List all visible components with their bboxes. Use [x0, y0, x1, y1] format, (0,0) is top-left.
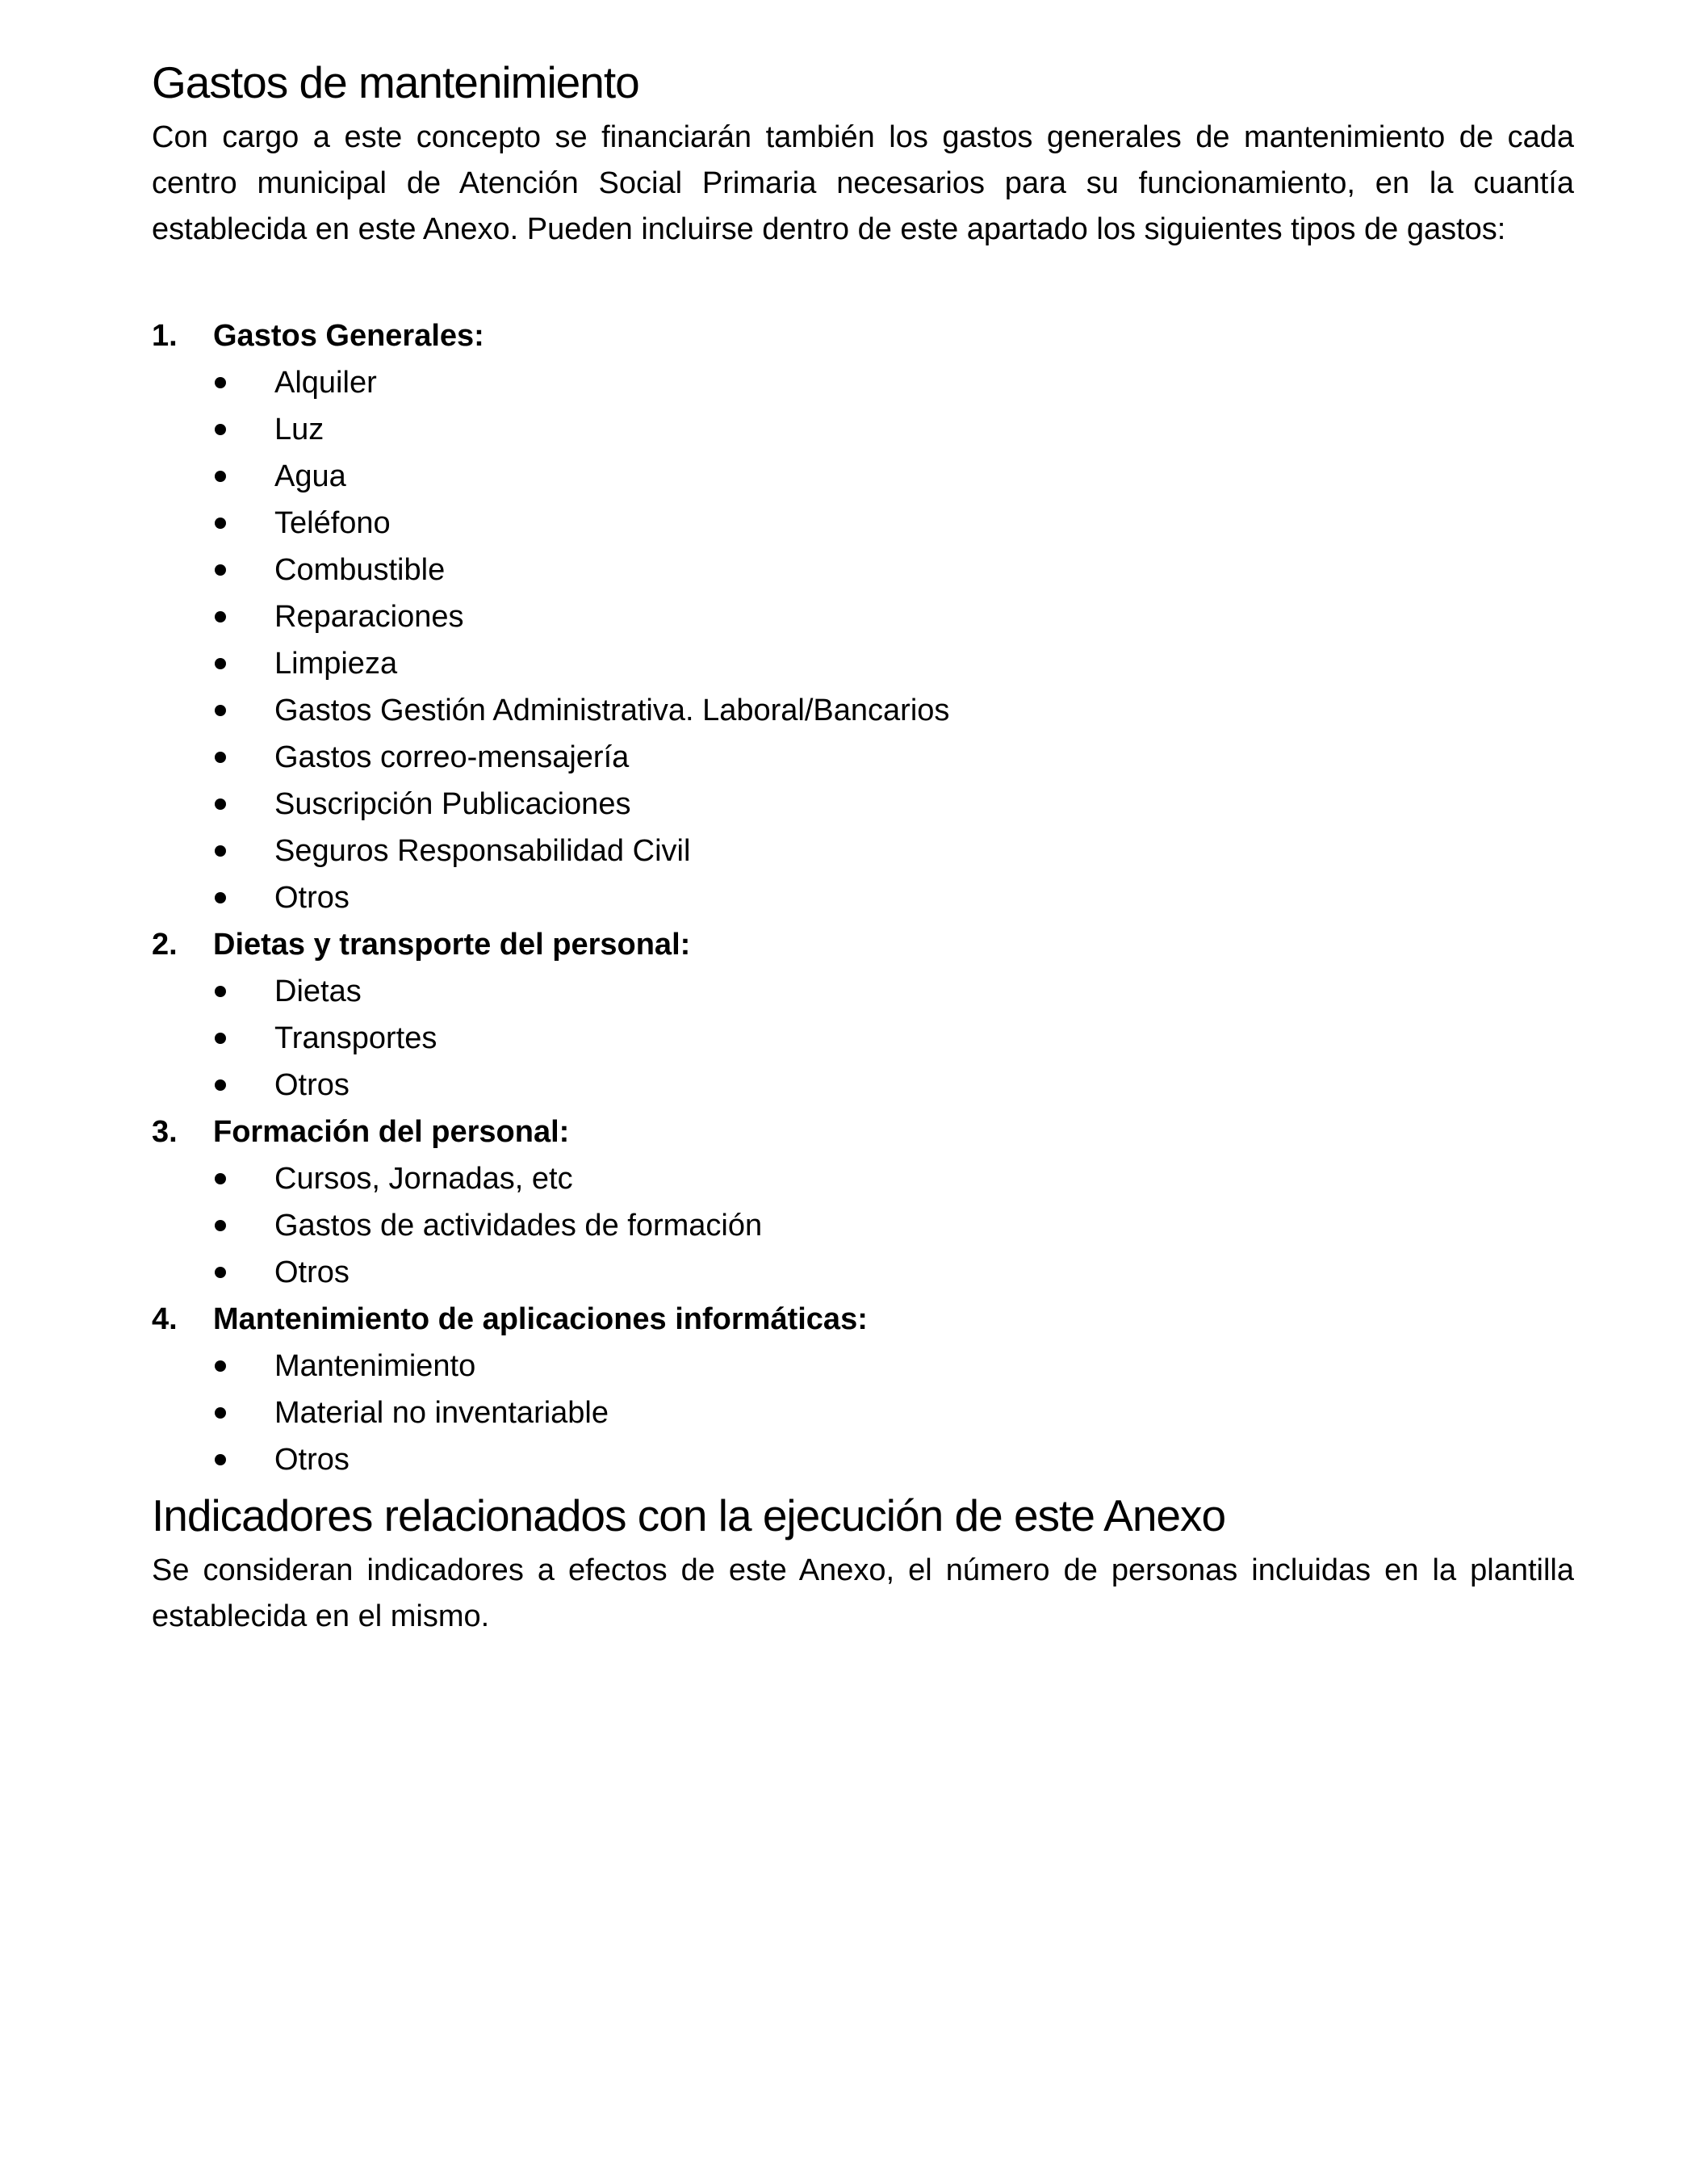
bullet-icon — [215, 564, 226, 576]
bullet-icon — [215, 377, 226, 388]
expense-item — [152, 640, 1574, 687]
expense-item — [152, 1062, 1574, 1109]
expense-item — [152, 1202, 1574, 1249]
category-label: Formación del personal: — [213, 1115, 570, 1149]
bullet-icon — [215, 471, 226, 482]
expense-item-label: Otros — [274, 1068, 350, 1102]
expense-item-label: Reparaciones — [274, 600, 464, 634]
bullet-icon — [215, 518, 226, 529]
category-number: 3. — [152, 1115, 178, 1149]
bullet-icon — [215, 845, 226, 857]
expense-item — [152, 1389, 1574, 1436]
expense-item — [152, 968, 1574, 1015]
category-heading — [152, 1109, 1574, 1155]
bullet-icon — [215, 892, 226, 903]
intro-paragraph: Con cargo a este concepto se financiarán también los gastos generales de mantenimiento de cada centro municipal de Atención Social Primaria necesarios para su funcionamiento, en la cuantía establecida en este Anexo. Pueden incluirse dentro de este apartado los siguientes tipos de gastos: — [152, 120, 1574, 246]
expense-item — [152, 687, 1574, 734]
expense-item-label: Dietas — [274, 975, 362, 1008]
category-number: 1. — [152, 319, 178, 353]
expense-item — [152, 406, 1574, 453]
bullet-icon — [215, 1220, 226, 1231]
bullet-icon — [215, 1033, 226, 1044]
indicadores-paragraph: Se consideran indicadores a efectos de este Anexo, el número de personas incluidas en la plantilla establecida en el mismo. — [152, 1553, 1574, 1633]
bullet-icon — [215, 986, 226, 997]
expense-item-list — [152, 359, 1574, 921]
expense-item-label: Cursos, Jornadas, etc — [274, 1162, 573, 1196]
bullet-icon — [215, 752, 226, 763]
expense-item-label: Seguros Responsabilidad Civil — [274, 834, 691, 868]
expense-item — [152, 359, 1574, 406]
expense-item — [152, 593, 1574, 640]
expense-item-label: Otros — [274, 1443, 350, 1477]
category-heading — [152, 1296, 1574, 1343]
expense-item — [152, 1015, 1574, 1062]
expense-item-label: Gastos Gestión Administrativa. Laboral/Bancarios — [274, 694, 950, 727]
document-page — [152, 50, 1574, 1640]
bullet-icon — [215, 1173, 226, 1184]
expense-item-label: Limpieza — [274, 647, 398, 681]
section-title-indicadores: Indicadores relacionados con la ejecución de este Anexo — [152, 1490, 1226, 1540]
expense-item-label: Alquiler — [274, 366, 377, 400]
expense-item — [152, 1343, 1574, 1389]
expense-item-list — [152, 968, 1574, 1109]
category-item — [152, 312, 1574, 921]
bullet-icon — [215, 611, 226, 622]
category-item — [152, 921, 1574, 1109]
expense-item — [152, 781, 1574, 828]
category-label: Dietas y transporte del personal: — [213, 928, 691, 962]
bullet-icon — [215, 705, 226, 716]
expense-item — [152, 500, 1574, 547]
expense-item-label: Transportes — [274, 1021, 437, 1055]
expense-category-list — [152, 312, 1574, 1483]
category-label: Mantenimiento de aplicaciones informáticas: — [213, 1302, 868, 1336]
bullet-icon — [215, 1267, 226, 1278]
category-number: 4. — [152, 1302, 178, 1336]
category-number: 2. — [152, 928, 178, 962]
expense-item-list — [152, 1343, 1574, 1483]
expense-item-label: Teléfono — [274, 506, 391, 540]
expense-item — [152, 828, 1574, 874]
expense-item — [152, 547, 1574, 593]
expense-item-list — [152, 1155, 1574, 1296]
expense-item-label: Otros — [274, 881, 350, 915]
expense-item — [152, 874, 1574, 921]
expense-item-label: Luz — [274, 413, 324, 446]
expense-item — [152, 1155, 1574, 1202]
section-title-gastos-mantenimiento: Gastos de mantenimiento — [152, 57, 639, 107]
bullet-icon — [215, 658, 226, 669]
expense-item-label: Agua — [274, 459, 346, 493]
category-item — [152, 1296, 1574, 1483]
expense-item — [152, 734, 1574, 781]
expense-item-label: Otros — [274, 1255, 350, 1289]
bullet-icon — [215, 1079, 226, 1091]
expense-item — [152, 453, 1574, 500]
bullet-icon — [215, 798, 226, 810]
category-heading — [152, 921, 1574, 968]
bullet-icon — [215, 1360, 226, 1372]
category-item — [152, 1109, 1574, 1296]
expense-item-label: Combustible — [274, 553, 446, 587]
category-heading — [152, 312, 1574, 359]
expense-item-label: Gastos correo-mensajería — [274, 740, 630, 774]
bullet-icon — [215, 424, 226, 435]
expense-item-label: Suscripción Publicaciones — [274, 787, 631, 821]
bullet-icon — [215, 1454, 226, 1465]
expense-item-label: Gastos de actividades de formación — [274, 1209, 763, 1243]
expense-item-label: Material no inventariable — [274, 1396, 609, 1430]
expense-item — [152, 1249, 1574, 1296]
bullet-icon — [215, 1407, 226, 1419]
expense-item — [152, 1436, 1574, 1483]
expense-item-label: Mantenimiento — [274, 1349, 476, 1383]
category-label: Gastos Generales: — [213, 319, 484, 353]
